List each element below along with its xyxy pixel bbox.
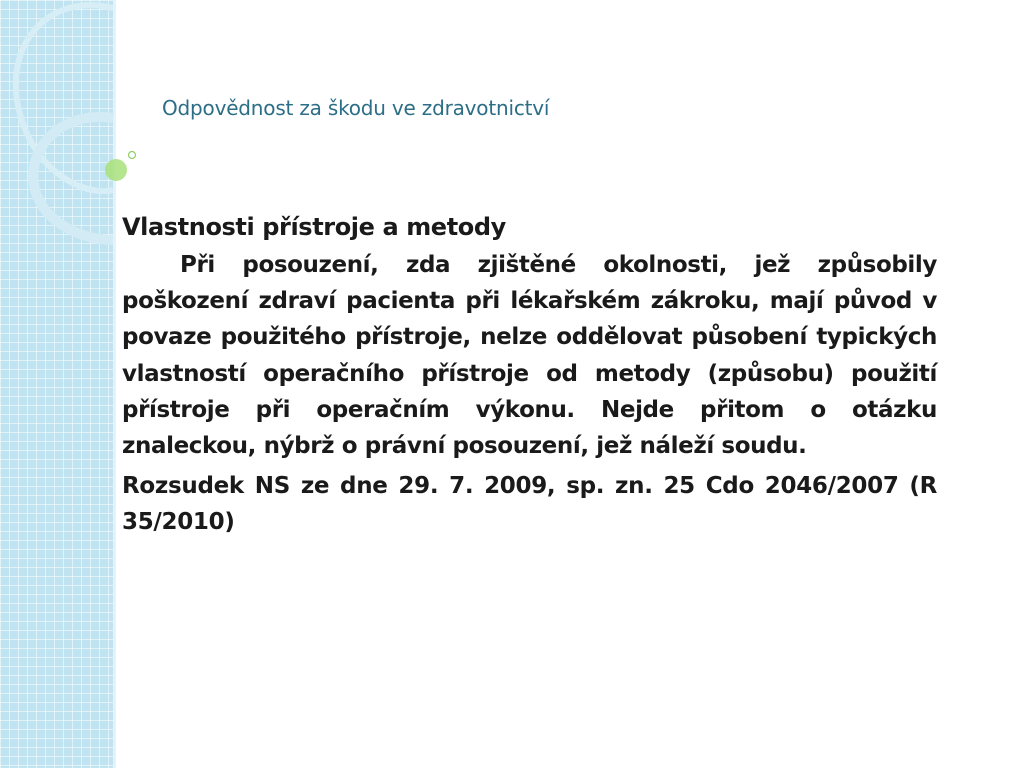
slide-title: Odpovědnost za škodu ve zdravotnictví	[162, 96, 550, 120]
court-citation: Rozsudek NS ze dne 29. 7. 2009, sp. zn. 25 Cdo 2046/2007 (R 35/2010)	[122, 473, 937, 536]
small-ring-arc	[33, 117, 113, 240]
section-heading: Vlastnosti přístroje a metody	[122, 213, 506, 241]
body-paragraph: Při posouzení, zda zjištěné okolnosti, jež způsobily poškození zdraví pacienta při lékařském zákroku, mají původ v povaze použitého přístroje, nelze oddělovat působení typických vlastností operačního přístroje od metody (způsobu) použití přístroje při operačním výkonu. Nejde přitom o otázku znaleckou, nýbrž o právní posouzení, jež náleží soudu.	[122, 252, 937, 460]
green-dot-small	[129, 152, 136, 159]
green-dot-large	[105, 159, 127, 181]
slide-content	[122, 207, 937, 541]
